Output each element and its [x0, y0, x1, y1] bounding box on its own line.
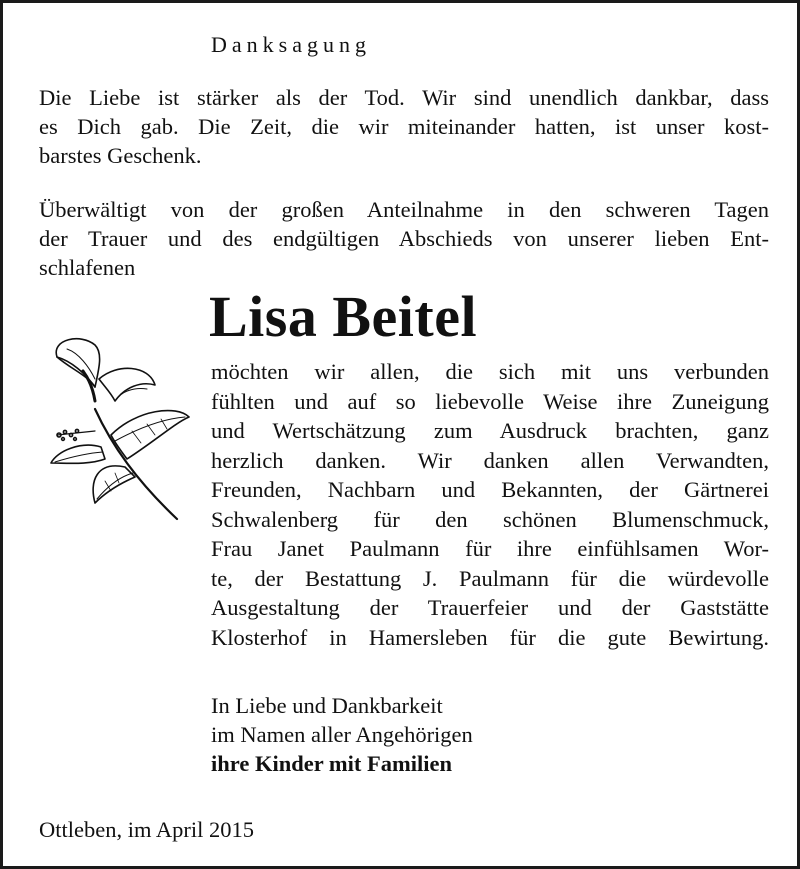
condolence-line: schlafenen: [39, 255, 136, 280]
thanks-paragraph: [211, 357, 769, 652]
signature: ihre Kinder mit Familien: [211, 751, 453, 776]
condolence-line: der Trauer und des endgültigen Abschieds von unserer lieben Ent-: [39, 226, 769, 251]
thanks-line: möchten wir allen, die sich mit uns verbunden: [211, 359, 769, 384]
thanks-line: Freunden, Nachbarn und Bekannten, der Gärtnerei: [211, 477, 769, 502]
condolence-line: Überwältigt von der großen Anteilnahme in den schweren Tagen: [39, 197, 769, 222]
closing-line: im Namen aller Angehörigen: [211, 722, 473, 747]
thanks-line: fühlten und auf so liebevolle Weise ihre Zuneigung: [211, 388, 769, 414]
condolence-paragraph: [39, 195, 769, 282]
thanks-line: te, der Bestattung J. Paulmann für die würdevolle: [211, 565, 769, 591]
intro-line: barstes Geschenk.: [39, 143, 202, 168]
notice-heading: Danksagung: [211, 32, 371, 57]
intro-paragraph: [39, 83, 769, 170]
place-date: Ottleben, im April 2015: [39, 817, 254, 842]
closing-block: [211, 691, 473, 778]
thanks-line: herzlich danken. Wir danken allen Verwandten,: [211, 447, 769, 473]
closing-line: In Liebe und Dankbarkeit: [211, 693, 443, 718]
thanks-line: und Wertschätzung zum Ausdruck brachten, ganz: [211, 418, 769, 443]
intro-line: Die Liebe ist stärker als der Tod. Wir sind unendlich dankbar, dass: [39, 85, 769, 110]
thanks-line: Ausgestaltung der Trauerfeier und der Gaststätte: [211, 595, 769, 620]
thanks-line: Schwalenberg für den schönen Blumenschmuck,: [211, 506, 769, 532]
deceased-name: Lisa Beitel: [209, 284, 478, 349]
intro-line: es Dich gab. Die Zeit, die wir miteinander hatten, ist unser kost-: [39, 114, 769, 139]
calla-lily-icon: [37, 331, 193, 527]
thanks-line: Klosterhof in Hamersleben für die gute Bewirtung.: [211, 624, 769, 650]
thanks-line: Frau Janet Paulmann für ihre einfühlsamen Wor-: [211, 536, 769, 561]
